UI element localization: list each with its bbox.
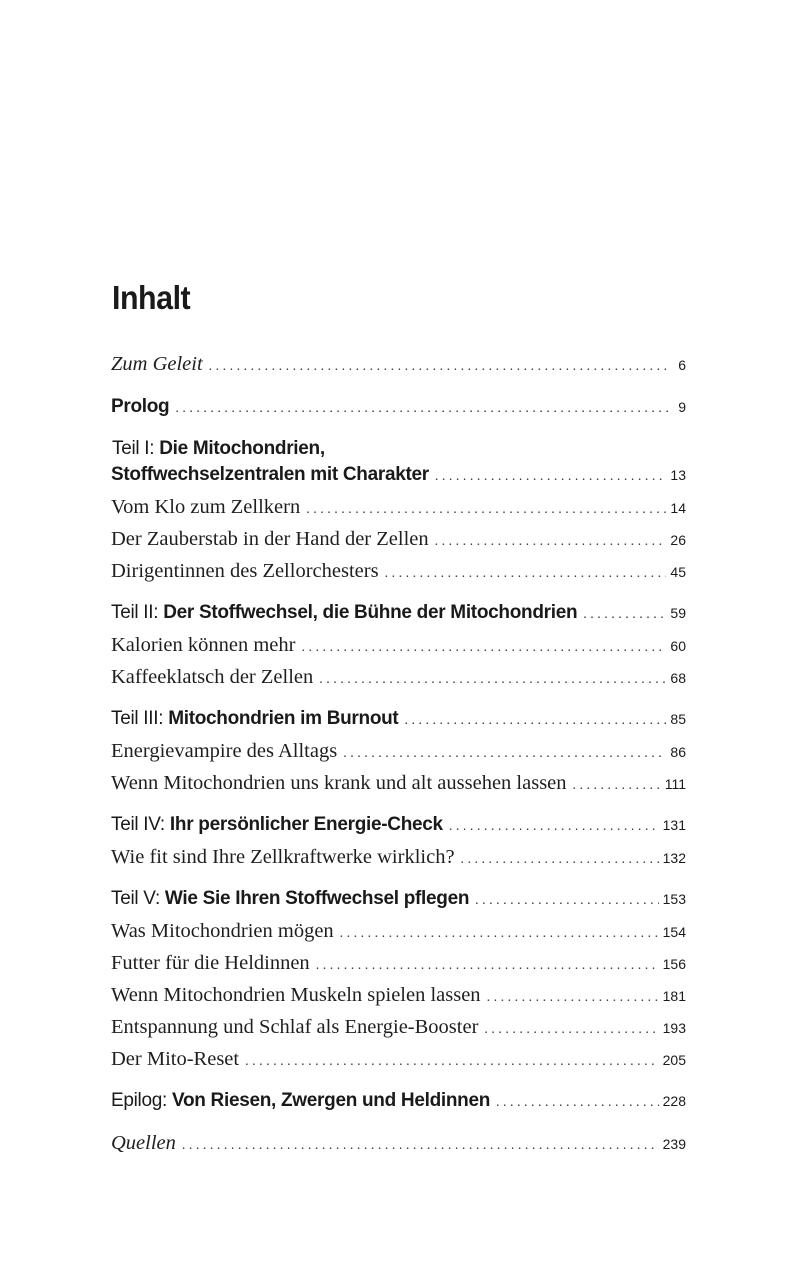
toc-part-prefix: Teil I: — [112, 438, 160, 459]
toc-entry[interactable] — [111, 666, 686, 692]
toc-page-number: 26 — [670, 532, 686, 548]
dot-leader — [475, 893, 658, 909]
toc-entry-label: Wenn Mitochondrien uns krank und alt aussehen lassen — [111, 772, 567, 794]
toc-page-number: 111 — [664, 776, 686, 792]
toc-entry-label: Der Zauberstab in der Hand der Zellen — [111, 528, 429, 550]
toc-entry-label: Epilog: Von Riesen, Zwergen und Heldinnen — [111, 1090, 491, 1111]
toc-entry[interactable] — [111, 528, 686, 554]
toc-page-number: 59 — [670, 605, 686, 621]
dot-leader — [435, 469, 667, 485]
toc-page-number: 153 — [662, 891, 686, 907]
dot-leader — [301, 640, 666, 656]
dot-leader — [487, 990, 659, 1006]
toc-page-number: 181 — [662, 988, 686, 1004]
toc-entry-quellen[interactable] — [111, 1132, 686, 1158]
toc-entry-teil-4[interactable] — [111, 814, 686, 840]
toc-entry[interactable] — [111, 560, 686, 586]
dot-leader — [209, 359, 668, 375]
toc-entry-label: Was Mitochondrien mögen — [111, 920, 334, 942]
toc-entry-label: Kaffeeklatsch der Zellen — [111, 666, 314, 688]
toc-entry-teil-1[interactable] — [111, 464, 686, 490]
toc-page-number: 132 — [662, 850, 686, 866]
toc-entry-teil-5[interactable] — [111, 888, 686, 914]
toc-entry-label: Kalorien können mehr — [111, 634, 296, 656]
toc-entry[interactable] — [111, 1016, 686, 1042]
toc-part-title: Die Mitochondrien, — [159, 438, 325, 459]
dot-leader — [404, 713, 666, 729]
dot-leader — [316, 958, 659, 974]
toc-entry-epilog[interactable] — [111, 1090, 686, 1116]
toc-entry-label: Wie fit sind Ihre Zellkraftwerke wirklich? — [111, 846, 455, 868]
toc-page-number: 205 — [662, 1052, 686, 1068]
toc-page-number: 156 — [662, 956, 686, 972]
toc-entry-label: Futter für die Heldinnen — [111, 952, 310, 974]
toc-entry[interactable] — [111, 496, 686, 522]
toc-entry-label: Teil V: Wie Sie Ihren Stoffwechsel pflegen — [111, 888, 470, 909]
toc-page-number: 85 — [670, 711, 686, 727]
dot-leader — [496, 1095, 659, 1111]
toc-entry-label: Quellen — [111, 1132, 176, 1154]
toc-entry-label: Entspannung und Schlaf als Energie-Booster — [111, 1016, 479, 1038]
toc-page-number: 13 — [670, 467, 686, 483]
dot-leader — [319, 672, 666, 688]
dot-leader — [175, 401, 668, 417]
dot-leader — [306, 502, 666, 518]
toc-entry-label: Teil III: Mitochondrien im Burnout — [111, 708, 399, 729]
toc-page-number: 131 — [662, 817, 686, 833]
toc-page-number: 6 — [678, 357, 686, 373]
dot-leader — [461, 852, 659, 868]
toc-entry-label: Vom Klo zum Zellkern — [111, 496, 301, 518]
toc-entry-label: Energievampire des Alltags — [111, 740, 338, 762]
dot-leader — [484, 1022, 658, 1038]
toc-entry-label: Stoffwechselzentralen mit Charakter — [111, 464, 429, 485]
toc-entry[interactable] — [111, 740, 686, 766]
toc-entry-label: Der Mito-Reset — [111, 1048, 240, 1070]
dot-leader — [449, 819, 659, 835]
toc-page-number: 154 — [662, 924, 686, 940]
toc-entry[interactable] — [111, 772, 686, 798]
toc-entry-teil-2[interactable] — [111, 602, 686, 628]
toc-entry[interactable] — [111, 984, 686, 1010]
toc-page-number: 14 — [670, 500, 686, 516]
toc-page-number: 45 — [670, 564, 686, 580]
toc-page-number: 239 — [662, 1136, 686, 1152]
toc-entry-label: Teil II: Der Stoffwechsel, die Bühne der Mitochondrien — [111, 602, 578, 623]
dot-leader — [385, 566, 667, 582]
dot-leader — [573, 778, 661, 794]
toc-entry-label: Wenn Mitochondrien Muskeln spielen lassen — [111, 984, 481, 1006]
toc-entry-zum-geleit[interactable] — [111, 353, 686, 379]
toc-page-number: 9 — [678, 399, 686, 415]
toc-page-number: 86 — [670, 744, 686, 760]
toc-entry-label: Dirigentinnen des Zellorchesters — [111, 560, 379, 582]
dot-leader — [343, 746, 666, 762]
toc-page-number: 60 — [670, 638, 686, 654]
toc-page-number: 193 — [662, 1020, 686, 1036]
toc-entry-label: Teil IV: Ihr persönlicher Energie-Check — [111, 814, 443, 835]
dot-leader — [182, 1138, 659, 1154]
dot-leader — [435, 534, 667, 550]
dot-leader — [340, 926, 659, 942]
page-title: Inhalt — [112, 279, 191, 316]
dot-leader — [245, 1054, 659, 1070]
toc-entry-label: Zum Geleit — [111, 353, 203, 375]
toc-entry[interactable] — [111, 634, 686, 660]
toc-part-1-heading-line1 — [112, 438, 687, 464]
toc-page-number: 68 — [670, 670, 686, 686]
toc-entry[interactable] — [111, 952, 686, 978]
toc-entry[interactable] — [111, 846, 686, 872]
toc-entry[interactable] — [111, 1048, 686, 1074]
dot-leader — [583, 607, 666, 623]
toc-entry-teil-3[interactable] — [111, 708, 686, 734]
toc-entry[interactable] — [111, 920, 686, 946]
toc-entry-prolog[interactable] — [111, 396, 686, 422]
toc-page-number: 228 — [662, 1093, 686, 1109]
toc-entry-label: Prolog — [111, 396, 170, 417]
